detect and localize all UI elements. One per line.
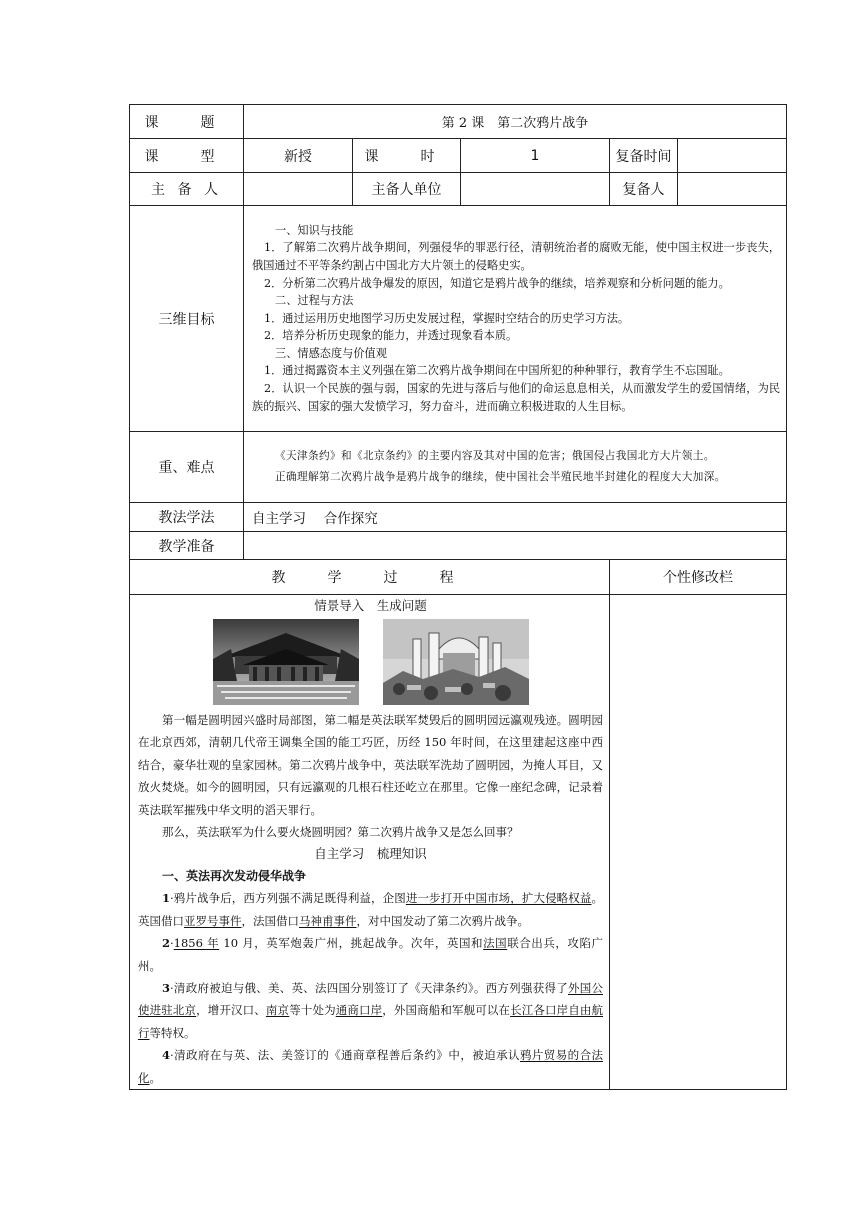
- knowledge-item-3: 3·清政府被迫与俄、美、英、法四国分别签订了《天津条约》。西方列强获得了外国公使进驻北京，增开汉口、南京等十处为通商口岸，外国商船和军舰可以在长江各口岸自由航行等特权。: [138, 981, 604, 1040]
- objectives-label: 三维目标: [130, 206, 244, 432]
- knowledge-item-2: 2·1856 年 10 月，英军炮轰广州，挑起战争。次年，英国和法国联合出兵，攻陷广州。: [138, 936, 603, 973]
- repreparer-value: [678, 173, 787, 206]
- objective-line: 2．认识一个民族的强与弱，国家的先进与落后与他们的命运息息相关，从而激发学生的爱国情绪，为民族的振兴、国家的强大发愤学习，努力奋斗，进而确立积极进取的人生目标。: [252, 382, 781, 413]
- intro-question: 那么，英法联军为什么要火烧圆明园？第二次鸦片战争又是怎么回事？: [162, 825, 519, 840]
- objective-heading-process: 二、过程与方法: [275, 294, 354, 308]
- repreparer-label: 复备人: [610, 173, 678, 206]
- item-number: 2: [162, 936, 171, 951]
- objective-line: 2．培养分析历史现象的能力，并透过现象看本质。: [264, 329, 518, 343]
- lesson-title: 第 2 课 第二次鸦片战争: [244, 105, 787, 139]
- preparer-value: [244, 173, 353, 206]
- key-points-content: [244, 432, 787, 503]
- objectives-content: [244, 206, 787, 432]
- side-note-column: [610, 595, 787, 1090]
- objective-heading-values: 三、情感态度与价值观: [275, 346, 387, 360]
- item-number: 3: [162, 981, 171, 996]
- objective-heading-knowledge: 一、知识与技能: [275, 223, 354, 237]
- key-point-line: 《天津条约》和《北京条约》的主要内容及其对中国的危害；俄国侵占我国北方大片领土。: [275, 450, 715, 462]
- old-summer-palace-ruins-image: [383, 619, 529, 705]
- prep-time-label: 复备时间: [610, 139, 678, 173]
- objective-line: 1．了解第二次鸦片战争期间，列强侵华的罪恶行径，清朝统治者的腐败无能，使中国主权进一步丧失，俄国通过不平等条约割占中国北方大片领土的侵略史实。: [252, 241, 781, 272]
- objective-line: 2．分析第二次鸦片战争爆发的原因，知道它是鸦片战争的继续，培养观察和分析问题的能力。: [264, 276, 730, 290]
- process-content: [130, 595, 610, 1090]
- preparation-label: 教学准备: [130, 532, 244, 560]
- prep-time-value: [678, 139, 787, 173]
- self-study-title: 自主学习 梳理知识: [314, 846, 427, 862]
- intro-images: [138, 619, 603, 705]
- process-label: 教 学 过 程: [130, 560, 610, 595]
- preparer-label: 主 备 人: [130, 173, 244, 206]
- knowledge-item-4: 4·清政府在与英、法、美签订的《通商章程善后条约》中，被迫承认鸦片贸易的合法化。: [138, 1048, 604, 1085]
- item-number: 1: [162, 891, 171, 906]
- old-summer-palace-heyday-image: [213, 619, 359, 705]
- lesson-plan-table: [129, 104, 787, 1090]
- type-value: 新授: [244, 139, 353, 173]
- section-heading: 一、英法再次发动侵华战争: [162, 869, 307, 884]
- objective-line: 1．通过揭露资本主义列强在第二次鸦片战争期间在中国所犯的种种罪行，教育学生不忘国耻。: [264, 364, 730, 378]
- key-points-label: 重、难点: [130, 432, 244, 503]
- topic-label: 课 题: [130, 105, 244, 139]
- objective-line: 1．通过运用历史地图学习历史发展过程，掌握时空结合的历史学习方法。: [264, 311, 630, 325]
- knowledge-item-1: 1·鸦片战争后，西方列强不满足既得利益，企图进一步打开中国市场，扩大侵略权益。英国借口亚罗号事件，法国借口马神甫事件，对中国发动了第二次鸦片战争。: [138, 891, 603, 928]
- unit-value: [461, 173, 610, 206]
- unit-label: 主备人单位: [353, 173, 461, 206]
- preparation-value: [244, 532, 787, 560]
- key-point-line: 正确理解第二次鸦片战争是鸦片战争的继续，使中国社会半殖民地半封建化的程度大大加深。: [275, 471, 726, 483]
- item-number: 4: [162, 1048, 171, 1063]
- intro-paragraph: 第一幅是圆明园兴盛时局部图，第二幅是英法联军焚毁后的圆明园远瀛观残迹。圆明园在北京西郊，清朝几代帝王调集全国的能工巧匠，历经 150 年时间，在这里建起这座中西结合，豪华壮观的皇家园林。第二次鸦片战争中，英法联军洗劫了圆明园，为掩人耳目，又放火焚烧。如今的圆明园，只有远瀛观的几根石柱还屹立在那里。它像一座纪念碑，记录着英法联军摧残中华文明的滔天罪行。: [138, 713, 603, 817]
- hours-label: 课 时: [353, 139, 461, 173]
- type-label: 课 型: [130, 139, 244, 173]
- method-value: 自主学习 合作探究: [244, 503, 787, 532]
- intro-title: 情景导入 生成问题: [314, 598, 427, 613]
- method-label: 教法学法: [130, 503, 244, 532]
- hours-value: 1: [461, 139, 610, 173]
- side-note-label: 个性修改栏: [610, 560, 787, 595]
